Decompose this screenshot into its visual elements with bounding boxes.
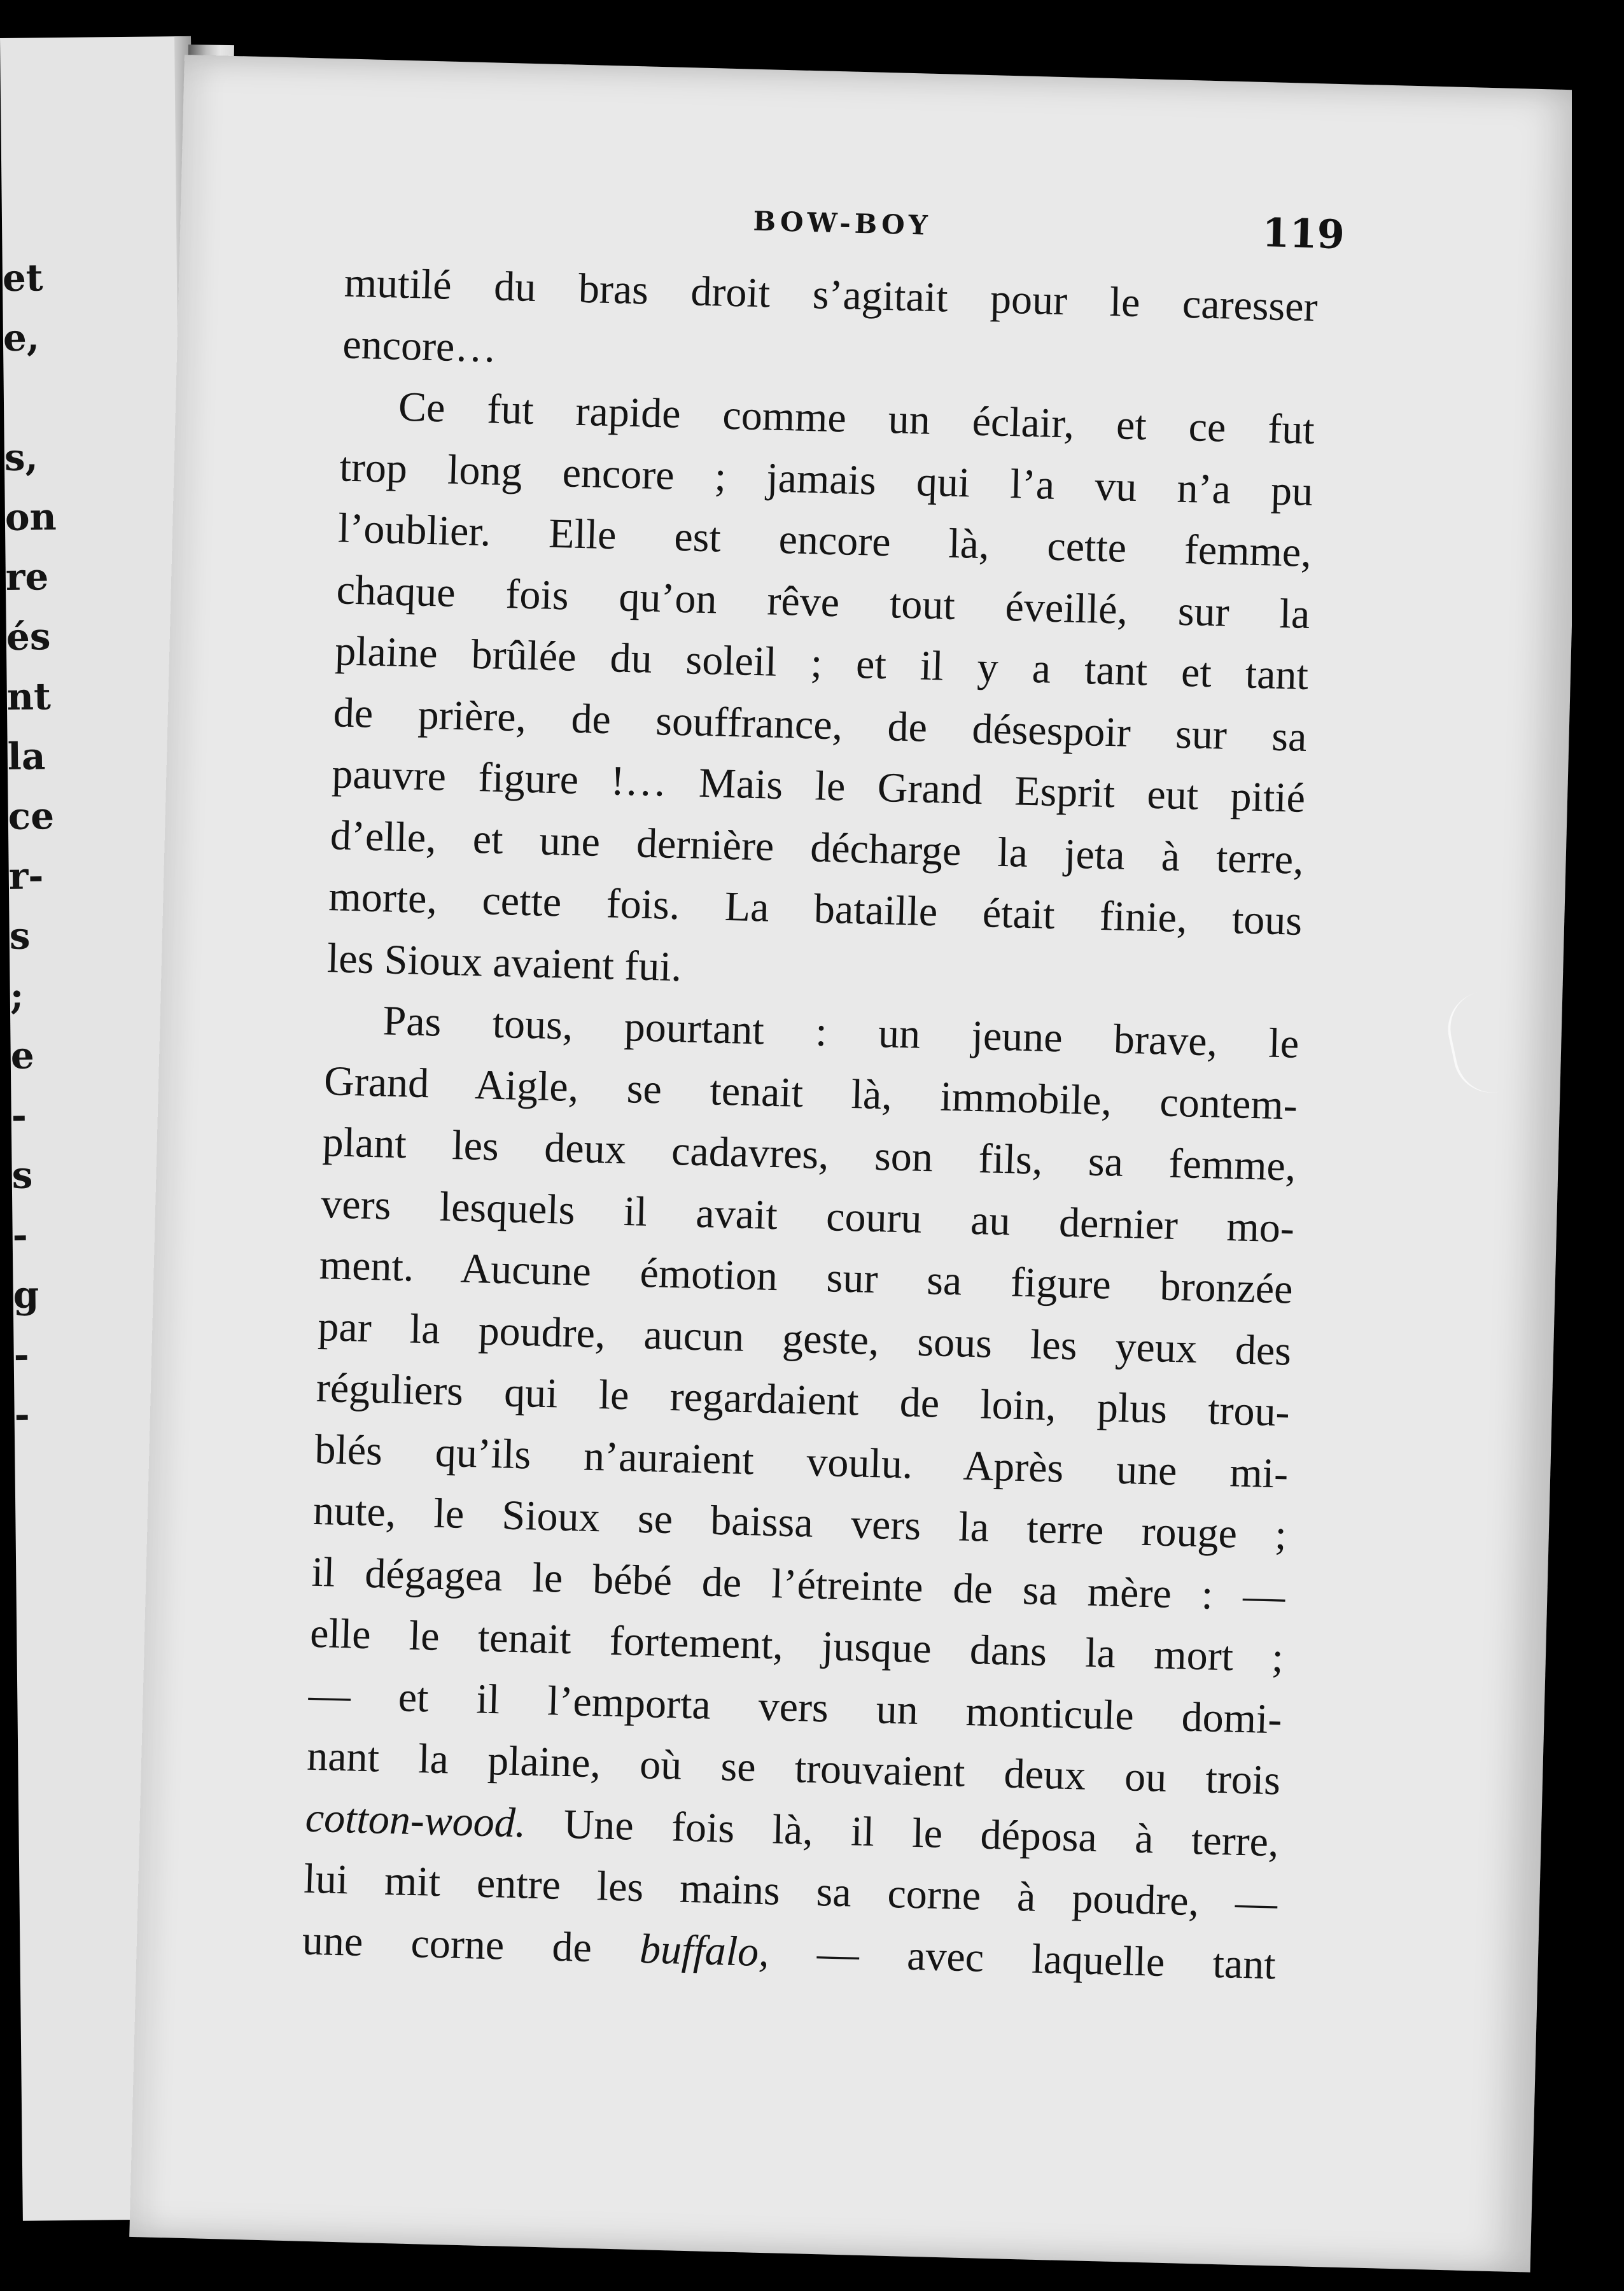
text-line: elle le tenait fortement, jusque dans la mort ; <box>309 1609 1284 1681</box>
left-fragment: s <box>9 914 31 958</box>
text-line: réguliers qui le regardaient de loin, plus trou- <box>316 1364 1291 1436</box>
text-line: nant la plaine, où se trouvaient deux ou trois <box>306 1732 1281 1804</box>
running-title: BOW-BOY <box>753 205 932 241</box>
text-line: morte, cette fois. La bataille était finie, tous <box>328 873 1303 944</box>
left-fragment: r- <box>8 854 44 898</box>
text-line: il dégagea le bébé de l’étreinte de sa mère : — <box>311 1548 1286 1620</box>
left-fragment: re <box>5 555 49 599</box>
text-line: par la poudre, aucun geste, sous les yeux des <box>317 1303 1292 1375</box>
left-fragment: s <box>11 1153 33 1197</box>
text-segment: Une fois là, il le déposa à terre, <box>525 1799 1280 1865</box>
italic-cotton-wood: cotton-wood. <box>305 1794 527 1846</box>
text-line: encore… <box>342 320 498 372</box>
left-fragment: - <box>12 1213 29 1257</box>
text-line: Pas tous, pourtant : un jeune brave, le <box>382 997 1300 1067</box>
left-fragment: - <box>13 1333 30 1377</box>
text-line: plant les deux cadavres, son fils, sa femme, <box>321 1119 1297 1190</box>
page-number: 119 <box>1261 209 1345 258</box>
left-fragment: la <box>7 734 46 778</box>
book-page <box>129 55 1585 2273</box>
left-fragment: e <box>10 1033 35 1077</box>
running-head <box>181 191 1485 258</box>
left-fragment: e, <box>3 316 40 360</box>
text-line: trop long encore ; jamais qui l’a vu n’a pu <box>339 443 1314 515</box>
text-line: les Sioux avaient fui. <box>326 934 683 990</box>
left-fragment <box>3 367 42 428</box>
left-fragment: - <box>11 1093 27 1137</box>
body-text <box>302 252 1319 1996</box>
text-line: nute, le Sioux se baissa vers la terre rouge ; <box>312 1487 1287 1559</box>
left-fragment: - <box>14 1392 31 1436</box>
text-line: pauvre figure !… Mais le Grand Esprit eut pitié <box>331 750 1306 822</box>
left-fragment: és <box>6 615 51 659</box>
text-line: Ce fut rapide comme un éclair, et ce fut <box>398 383 1315 454</box>
scan-background-edge <box>1572 0 1624 2291</box>
text-line: plaine brûlée du soleil ; et il y a tant et tant <box>334 627 1309 699</box>
text-line: Grand Aigle, se tenait là, immobile, contem- <box>323 1057 1298 1129</box>
text-line: — et il l’emporta vers un monticule domi- <box>307 1671 1283 1742</box>
left-page-text-fragments <box>2 248 57 1445</box>
text-line: de prière, de souffrance, de désespoir sur sa <box>333 689 1308 760</box>
text-line: d’elle, et une dernière décharge la jeta à terre, <box>330 811 1305 883</box>
left-fragment: nt <box>6 675 52 718</box>
text-line: mutilé du bras droit s’agitait pour le caresser <box>344 259 1319 331</box>
text-segment: — avec laquelle tant <box>768 1928 1277 1988</box>
left-fragment: ; <box>10 974 24 1018</box>
left-fragment: s, <box>4 435 39 479</box>
text-line: l’oublier. Elle est encore là, cette femme, <box>337 505 1312 577</box>
left-fragment: on <box>4 495 57 539</box>
text-line: ment. Aucune émotion sur sa figure bronzée <box>319 1241 1294 1313</box>
text-line: lui mit entre les mains sa corne à poudre, — <box>303 1855 1278 1927</box>
left-fragment: ce <box>8 794 55 838</box>
text-line: chaque fois qu’on rêve tout éveillé, sur la <box>335 566 1311 638</box>
left-fragment: g <box>13 1273 39 1317</box>
text-line: blés qu’ils n’auraient voulu. Après une mi- <box>314 1426 1289 1497</box>
italic-buffalo: buffalo, <box>639 1925 770 1975</box>
text-line: vers lesquels il avait couru au dernier mo- <box>320 1180 1295 1252</box>
left-fragment: et <box>2 256 44 300</box>
text-segment: une corne de <box>302 1917 641 1972</box>
